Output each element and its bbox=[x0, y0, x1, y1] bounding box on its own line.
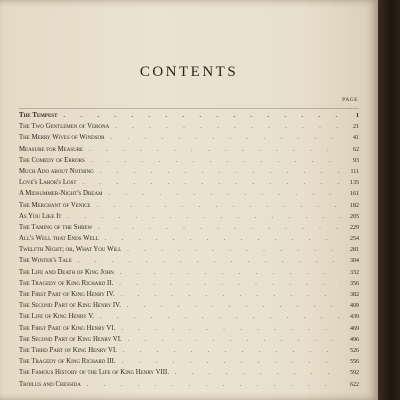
toc-entry bbox=[19, 144, 359, 155]
dot-leader bbox=[78, 256, 341, 267]
book-spine-edge bbox=[378, 0, 400, 400]
toc-entry-title: The Tempest bbox=[19, 112, 58, 119]
toc-entry bbox=[19, 166, 359, 177]
dot-leader bbox=[120, 268, 341, 279]
toc-entry bbox=[19, 188, 359, 199]
toc-entry-page: 1 bbox=[356, 113, 359, 119]
toc-entry bbox=[19, 267, 359, 278]
toc-entry-title: The Second Part of King Henry IV. bbox=[19, 302, 121, 310]
toc-entry bbox=[19, 222, 359, 233]
dot-leader bbox=[82, 178, 341, 189]
toc-entry-page: 111 bbox=[350, 168, 359, 175]
toc-entry bbox=[19, 300, 359, 311]
toc-entry-title: All's Well that Ends Well bbox=[19, 235, 99, 243]
toc-entry-title: Love's Labor's Lost bbox=[19, 179, 77, 187]
toc-entry-page: 161 bbox=[350, 191, 359, 198]
toc-entry bbox=[19, 233, 359, 244]
toc-entry-title: The Tragedy of King Richard III. bbox=[19, 358, 116, 366]
toc-entry-page: 622 bbox=[350, 381, 359, 388]
dot-leader bbox=[121, 290, 341, 301]
dot-leader bbox=[121, 324, 341, 335]
toc-entry bbox=[19, 121, 359, 132]
dot-leader bbox=[91, 156, 341, 167]
toc-entry bbox=[19, 289, 359, 300]
dot-leader bbox=[119, 279, 341, 290]
dot-leader bbox=[89, 145, 341, 156]
toc-entry-page: 592 bbox=[350, 370, 359, 377]
toc-entry-page: 356 bbox=[350, 280, 359, 287]
toc-entry-page: 469 bbox=[350, 325, 359, 332]
toc-entry-page: 205 bbox=[350, 213, 359, 220]
dot-leader bbox=[128, 335, 341, 346]
dot-leader bbox=[127, 245, 341, 256]
toc-entry bbox=[19, 367, 359, 378]
dot-leader bbox=[98, 223, 341, 234]
toc-entry bbox=[19, 200, 359, 211]
toc-entry-page: 62 bbox=[353, 146, 359, 153]
toc-entry-title: The Comedy of Errors bbox=[19, 156, 85, 164]
toc-entry-title: A Midsummer-Night's Dream bbox=[19, 190, 103, 198]
toc-entry-page: 439 bbox=[350, 314, 359, 321]
toc-entry-title: The Taming of the Shrew bbox=[19, 223, 93, 231]
toc-entry-title: Much Ado about Nothing bbox=[19, 167, 94, 175]
dot-leader bbox=[87, 380, 341, 391]
toc-entry bbox=[19, 379, 359, 390]
toc-entry-title: The Second Part of King Henry VI. bbox=[19, 335, 122, 343]
toc-entry bbox=[19, 356, 359, 367]
toc-entry bbox=[19, 323, 359, 334]
toc-entry-title: The Famous History of the Life of King Henry VIII. bbox=[19, 369, 170, 377]
toc-entry-title: The Two Gentlemen of Verona bbox=[19, 123, 110, 131]
toc-entry-title: The Tragedy of King Richard II. bbox=[19, 279, 114, 287]
dot-leader bbox=[110, 133, 341, 144]
toc-entry bbox=[19, 177, 359, 188]
toc-entry-title: Troilus and Cressida bbox=[19, 380, 81, 388]
toc-entry-page: 281 bbox=[350, 247, 359, 254]
toc-entry bbox=[19, 278, 359, 289]
toc-entry-title: The Merchant of Venice bbox=[19, 201, 91, 209]
table-of-contents bbox=[19, 110, 359, 390]
dot-leader bbox=[96, 201, 341, 212]
toc-entry bbox=[19, 255, 359, 266]
toc-entry-page: 41 bbox=[353, 135, 359, 142]
toc-entry-title: The Life and Death of King John bbox=[19, 268, 114, 276]
toc-entry-page: 229 bbox=[350, 224, 359, 231]
toc-entry-page: 496 bbox=[350, 336, 359, 343]
toc-entry bbox=[19, 110, 359, 121]
toc-entry-page: 526 bbox=[350, 347, 359, 354]
toc-entry-page: 254 bbox=[350, 236, 359, 243]
dot-leader bbox=[127, 301, 341, 312]
toc-entry-title: The Winter's Tale bbox=[19, 257, 72, 265]
toc-entry bbox=[19, 155, 359, 166]
toc-entry-page: 332 bbox=[350, 269, 359, 276]
page-column-label: PAGE bbox=[342, 97, 358, 103]
toc-entry-title: Measure for Measure bbox=[19, 145, 84, 153]
toc-entry-title: The Life of King Henry V. bbox=[19, 313, 95, 321]
dot-leader bbox=[123, 346, 341, 357]
dot-leader bbox=[105, 234, 341, 245]
toc-entry-page: 304 bbox=[350, 258, 359, 265]
toc-entry-title: The Third Part of King Henry VI. bbox=[19, 346, 117, 354]
toc-entry bbox=[19, 345, 359, 356]
dot-leader bbox=[175, 368, 341, 379]
dot-leader bbox=[108, 189, 341, 200]
toc-entry-page: 409 bbox=[350, 303, 359, 310]
dot-leader bbox=[67, 212, 341, 223]
toc-entry bbox=[19, 132, 359, 143]
dot-leader bbox=[100, 312, 341, 323]
dot-leader bbox=[115, 122, 341, 133]
toc-entry-page: 556 bbox=[350, 359, 359, 366]
toc-entry bbox=[19, 211, 359, 222]
toc-entry-page: 382 bbox=[350, 292, 359, 298]
toc-entry-title: The Merry Wives of Windsor bbox=[19, 134, 105, 142]
dot-leader bbox=[100, 167, 341, 178]
toc-entry-title: Twelfth Night; or, What You Will bbox=[19, 246, 122, 254]
toc-entry bbox=[19, 244, 359, 255]
toc-entry-page: 93 bbox=[353, 157, 359, 164]
toc-entry bbox=[19, 334, 359, 345]
toc-entry-title: The First Part of King Henry IV. bbox=[19, 291, 115, 298]
contents-heading: CONTENTS bbox=[139, 64, 239, 80]
toc-entry-title: As You Like It bbox=[19, 212, 62, 220]
toc-entry-page: 135 bbox=[350, 180, 359, 187]
toc-entry-title: The First Part of King Henry VI. bbox=[19, 324, 116, 332]
toc-entry-page: 182 bbox=[350, 202, 359, 209]
heading-rule bbox=[19, 108, 359, 109]
toc-entry bbox=[19, 311, 359, 322]
toc-entry-page: 21 bbox=[353, 124, 359, 131]
